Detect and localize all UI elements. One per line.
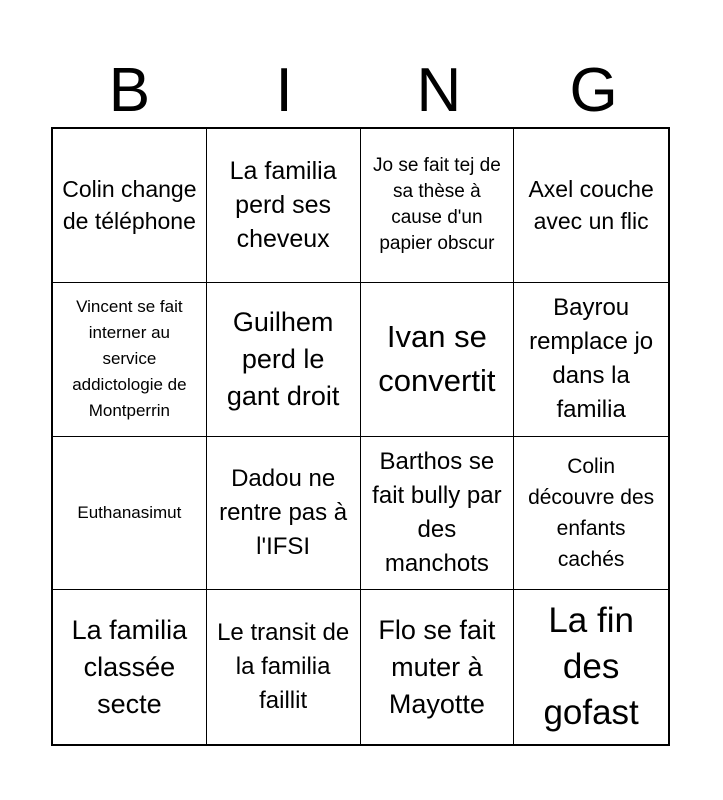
cell-text: Flo se fait muter à Mayotte — [378, 614, 496, 719]
bingo-cell[interactable] — [207, 437, 361, 591]
bingo-cell[interactable] — [514, 590, 668, 744]
bingo-cell[interactable] — [53, 283, 207, 437]
cell-text: Dadou ne rentre pas à l'IFSI — [219, 464, 348, 560]
cell-text: La fin des gofast — [543, 601, 639, 733]
bingo-grid — [51, 127, 670, 746]
cell-text: Le transit de la familia faillit — [217, 619, 350, 715]
bingo-cell[interactable] — [514, 283, 668, 437]
header-letter-i: I — [275, 56, 293, 125]
bingo-cell[interactable] — [361, 437, 515, 591]
cell-text: Bayrou remplace jo dans la familia — [529, 294, 654, 424]
bingo-cell[interactable] — [361, 129, 515, 283]
bingo-cell[interactable] — [53, 437, 207, 591]
cell-text: Euthanasimut — [77, 502, 182, 522]
header-letter-n: N — [416, 56, 462, 125]
bingo-cell[interactable] — [361, 283, 515, 437]
cell-text: La familia classée secte — [71, 614, 188, 719]
header-letter-g: G — [569, 56, 618, 125]
bingo-cell[interactable] — [207, 590, 361, 744]
bingo-cell[interactable] — [53, 129, 207, 283]
cell-text: La familia perd ses cheveux — [229, 157, 337, 254]
bingo-cell[interactable] — [514, 437, 668, 591]
cell-text: Colin découvre des enfants cachés — [528, 454, 655, 571]
bingo-cell[interactable] — [207, 283, 361, 437]
bingo-cell[interactable] — [53, 590, 207, 744]
bingo-cell[interactable] — [207, 129, 361, 283]
cell-text: Vincent se fait interner au service addictologie de Montperrin — [72, 297, 187, 421]
cell-text: Jo se fait tej de sa thèse à cause d'un papier obscur — [372, 155, 501, 255]
cell-text: Axel couche avec un flic — [528, 176, 654, 235]
cell-text: Guilhem perd le gant droit — [226, 306, 340, 411]
cell-text: Ivan se convertit — [378, 319, 496, 399]
cell-text: Colin change de téléphone — [62, 176, 197, 235]
bingo-cell[interactable] — [514, 129, 668, 283]
bingo-cell[interactable] — [361, 590, 515, 744]
header-letter-b: B — [108, 56, 151, 125]
cell-text: Barthos se fait bully par des manchots — [372, 447, 502, 577]
bingo-header — [52, 56, 671, 126]
